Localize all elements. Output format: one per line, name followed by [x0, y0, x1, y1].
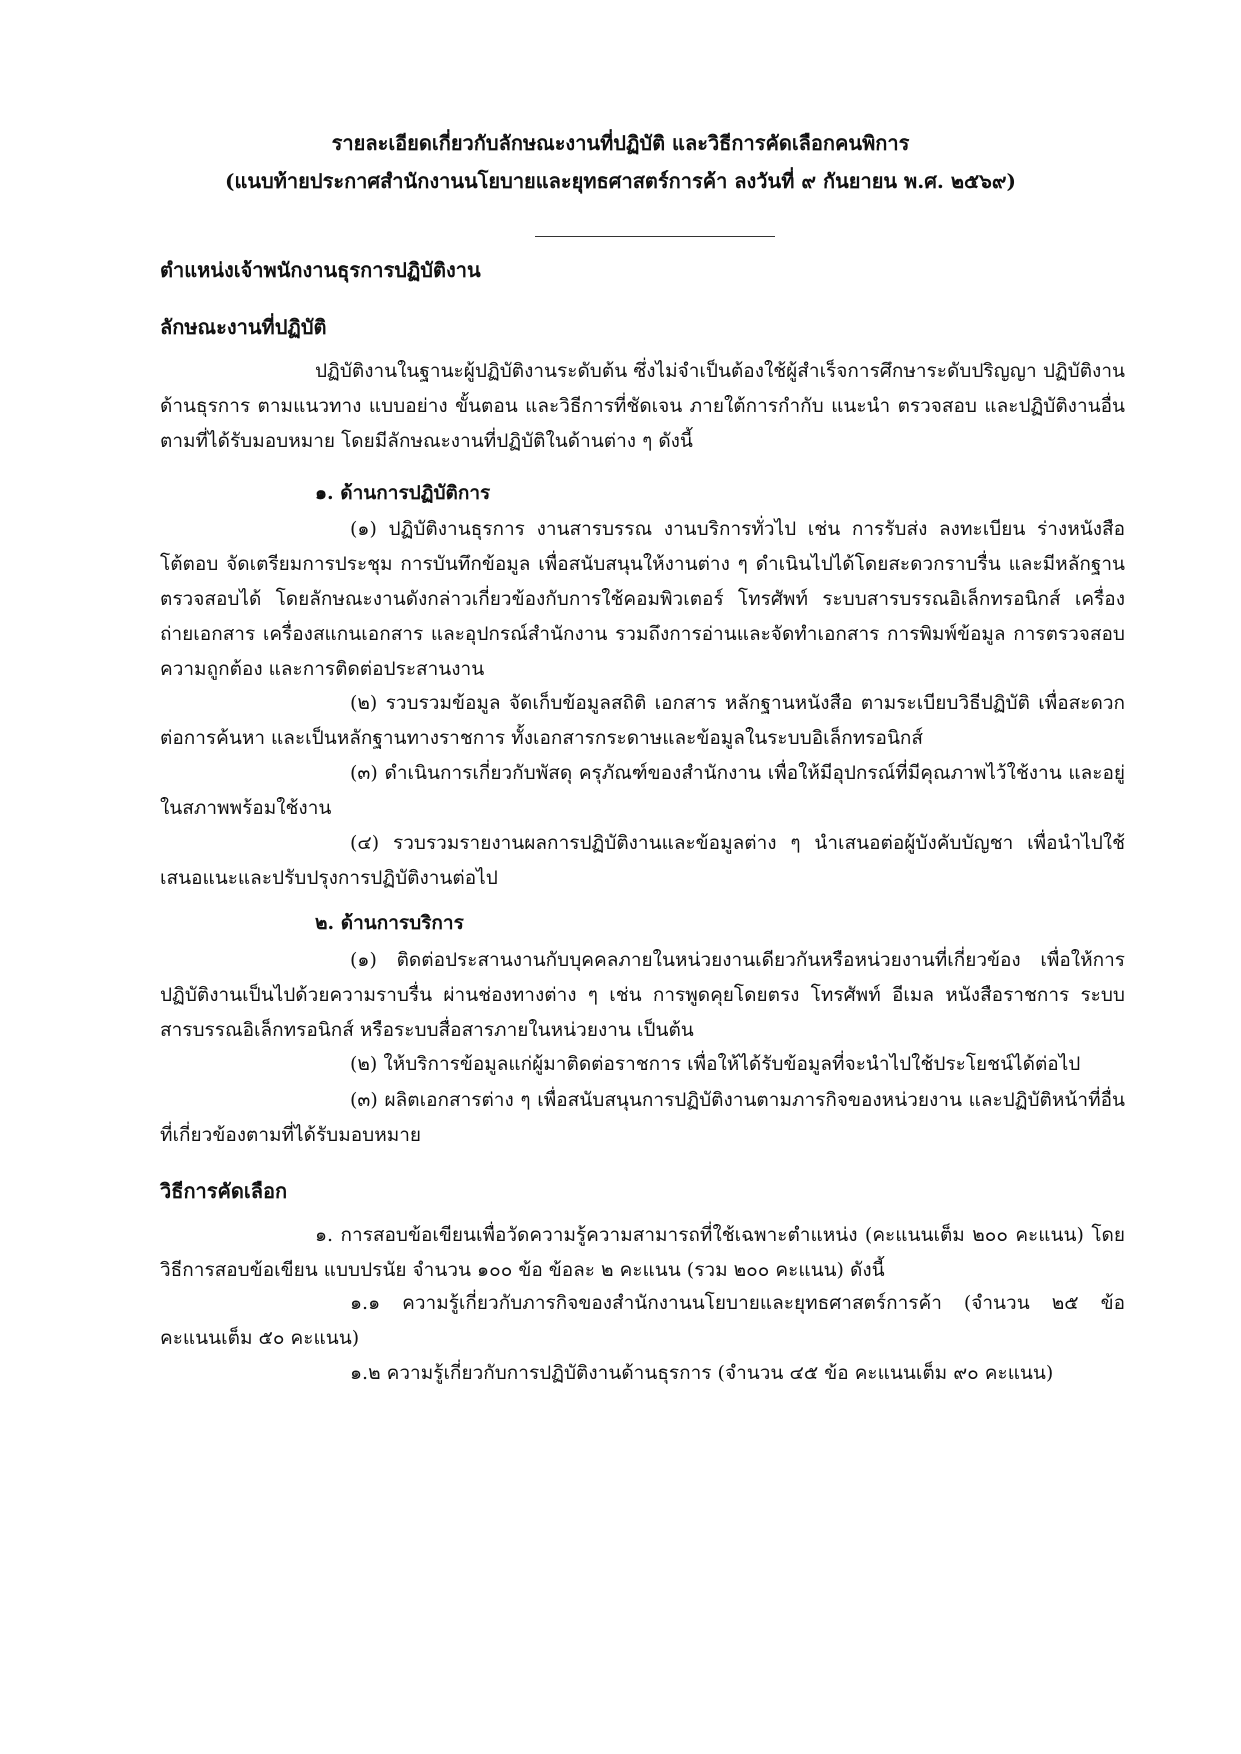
section1-title: ๑. ด้านการปฏิบัติการ	[315, 482, 491, 504]
section2-item-3: (๓) ผลิตเอกสารต่าง ๆ เพื่อสนับสนุนการปฏิบัติงานตามภารกิจของหน่วยงาน และปฏิบัติหน้าที่อื่นที่เกี่ยวข้องตามที่ได้รับมอบหมาย	[160, 1089, 1125, 1146]
section2-item-1: (๑) ติดต่อประสานงานกับบุคคลภายในหน่วยงานเดียวกันหรือหน่วยงานที่เกี่ยวข้อง เพื่อให้การปฏิบัติงานเป็นไปด้วยความราบรื่น ผ่านช่องทางต่าง ๆ เช่น การพูดคุยโดยตรง โทรศัพท์ อีเมล หนังสือราชการ ระบบสารบรรณอิเล็กทรอนิกส์ หรือระบบสื่อสารภายในหน่วยงาน เป็นต้น	[160, 949, 1125, 1041]
section1-item-4: (๔) รวบรวมรายงานผลการปฏิบัติงานและข้อมูลต่าง ๆ นำเสนอต่อผู้บังคับบัญชา เพื่อนำไปใช้เสนอแนะและปรับปรุงการปฏิบัติงานต่อไป	[160, 832, 1125, 889]
selection-item-1-2: ๑.๒ ความรู้เกี่ยวกับการปฏิบัติงานด้านธุรการ (จำนวน ๔๕ ข้อ คะแนนเต็ม ๙๐ คะแนน)	[350, 1362, 1054, 1384]
section2-item-2: (๒) ให้บริการข้อมูลแก่ผู้มาติดต่อราชการ เพื่อให้ได้รับข้อมูลที่จะนำไปใช้ประโยชน์ได้ต่อไป	[350, 1053, 1081, 1075]
section2-title: ๒. ด้านการบริการ	[315, 912, 464, 934]
position-title: ตำแหน่งเจ้าพนักงานธุรการปฏิบัติงาน	[160, 258, 481, 282]
selection-heading: วิธีการคัดเลือก	[160, 1179, 288, 1203]
selection-item-1: ๑. การสอบข้อเขียนเพื่อวัดความรู้ความสามารถที่ใช้เฉพาะตำแหน่ง (คะแนนเต็ม ๒๐๐ คะแนน) โดยวิธีการสอบข้อเขียน แบบปรนัย จำนวน ๑๐๐ ข้อ ข้อละ ๒ คะแนน (รวม ๒๐๐ คะแนน) ดังนี้	[160, 1224, 1125, 1281]
section1-item-2: (๒) รวบรวมข้อมูล จัดเก็บข้อมูลสถิติ เอกสาร หลักฐานหนังสือ ตามระเบียบวิธีปฏิบัติ เพื่อสะดวกต่อการค้นหา และเป็นหลักฐานทางราชการ ทั้งเอกสารกระดาษและข้อมูลในระบบอิเล็กทรอนิกส์	[160, 692, 1125, 749]
duties-heading: ลักษณะงานที่ปฏิบัติ	[160, 315, 327, 339]
selection-item-1-1: ๑.๑ ความรู้เกี่ยวกับภารกิจของสำนักงานนโยบายและยุทธศาสตร์การค้า (จำนวน ๒๕ ข้อ คะแนนเต็ม ๕๐ คะแนน)	[160, 1292, 1125, 1349]
duties-intro: ปฏิบัติงานในฐานะผู้ปฏิบัติงานระดับต้น ซึ่งไม่จำเป็นต้องใช้ผู้สำเร็จการศึกษาระดับปริญญา ปฏิบัติงานด้านธุรการ ตามแนวทาง แบบอย่าง ขั้นตอน และวิธีการที่ชัดเจน ภายใต้การกำกับ แนะนำ ตรวจสอบ และปฏิบัติงานอื่นตามที่ได้รับมอบหมาย โดยมีลักษณะงานที่ปฏิบัติในด้านต่าง ๆ ดังนี้	[160, 360, 1125, 452]
document-title: รายละเอียดเกี่ยวกับลักษณะงานที่ปฏิบัติ และวิธีการคัดเลือกคนพิการ	[331, 131, 910, 155]
section1-item-3: (๓) ดำเนินการเกี่ยวกับพัสดุ ครุภัณฑ์ของสำนักงาน เพื่อให้มีอุปกรณ์ที่มีคุณภาพไว้ใช้งาน และอยู่ในสภาพพร้อมใช้งาน	[160, 762, 1125, 819]
title-divider	[535, 236, 775, 237]
section1-item-1: (๑) ปฏิบัติงานธุรการ งานสารบรรณ งานบริการทั่วไป เช่น การรับส่ง ลงทะเบียน ร่างหนังสือโต้ตอบ จัดเตรียมการประชุม การบันทึกข้อมูล เพื่อสนับสนุนให้งานต่าง ๆ ดำเนินไปได้โดยสะดวกราบรื่น และมีหลักฐานตรวจสอบได้ โดยลักษณะงานดังกล่าวเกี่ยวข้องกับการใช้คอมพิวเตอร์ โทรศัพท์ ระบบสารบรรณอิเล็กทรอนิกส์ เครื่องถ่ายเอกสาร เครื่องสแกนเอกสาร และอุปกรณ์สำนักงาน รวมถึงการอ่านและจัดทำเอกสาร การพิมพ์ข้อมูล การตรวจสอบความถูกต้อง และการติดต่อประสานงาน	[160, 518, 1125, 680]
document-subtitle: (แนบท้ายประกาศสำนักงานนโยบายและยุทธศาสตร์การค้า ลงวันที่ ๙ กันยายน พ.ศ. ๒๕๖๙)	[225, 169, 1016, 193]
